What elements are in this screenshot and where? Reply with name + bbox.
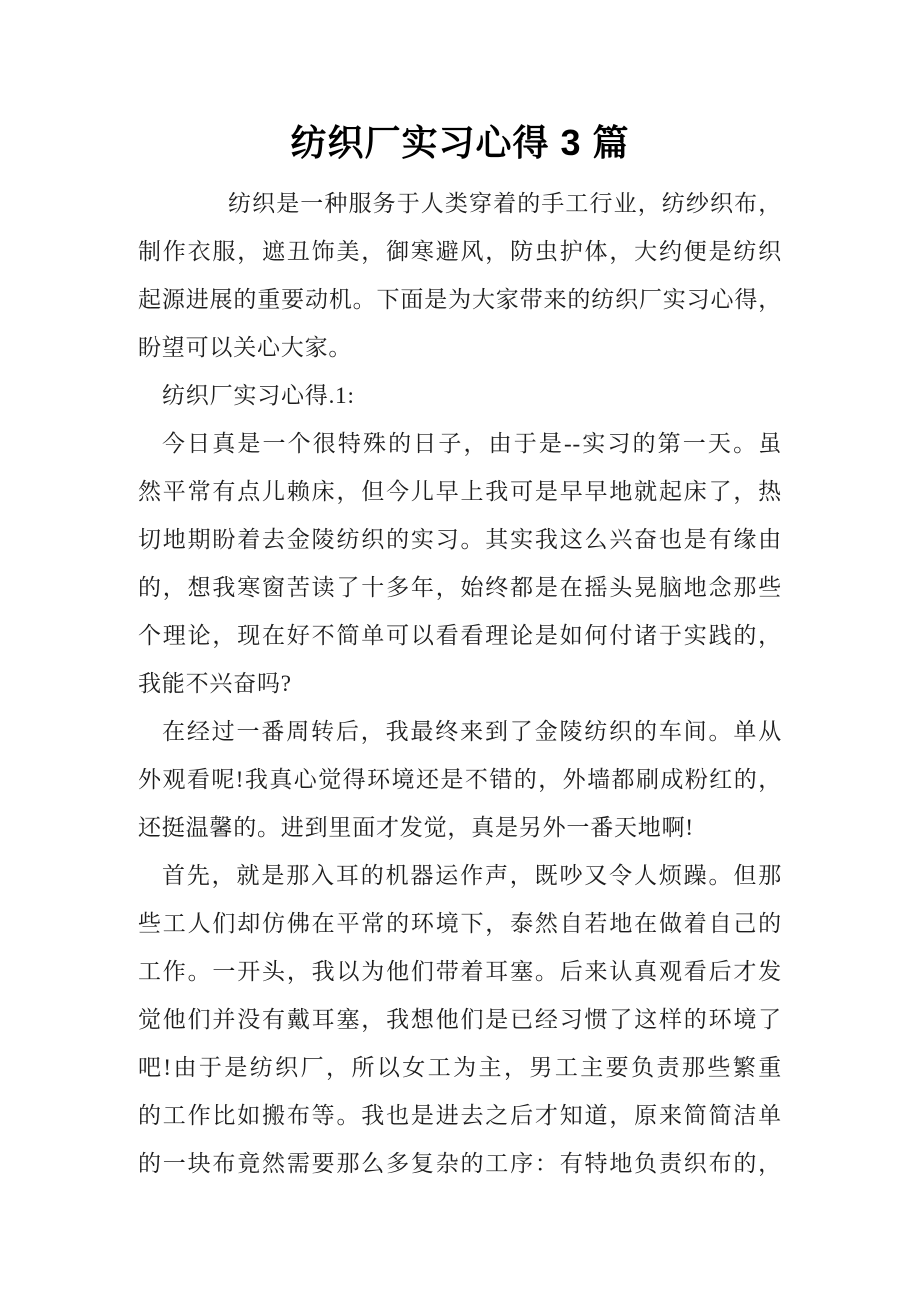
text-line: 个理论，现在好不简单可以看看理论是如何付诸于实践的， <box>138 623 782 648</box>
text-line: 然平常有点儿赖床，但今儿早上我可是早早地就起床了，热 <box>138 479 782 504</box>
text-line: 外观看呢!我真心觉得环境还是不错的，外墙都刷成粉红的， <box>138 767 782 792</box>
document-body <box>138 180 782 1188</box>
text-line: 纺织是一种服务于人类穿着的手工行业，纺纱织布， <box>228 191 782 216</box>
text-line: 在经过一番周转后，我最终来到了金陵纺织的车间。单从 <box>162 719 782 744</box>
text-line: 盼望可以关心大家。 <box>138 335 353 360</box>
section-heading-line: 纺织厂实习心得.1: <box>162 383 355 408</box>
text-line: 起源进展的重要动机。下面是为大家带来的纺织厂实习心得， <box>138 287 782 312</box>
text-line: 我能不兴奋吗? <box>138 671 292 696</box>
text-line: 还挺温馨的。进到里面才发觉，真是另外一番天地啊! <box>138 815 694 840</box>
document-title: 纺织厂实习心得 3 篇 <box>290 122 630 163</box>
text-line: 今日真是一个很特殊的日子，由于是--实习的第一天。虽 <box>162 431 782 456</box>
text-line: 的一块布竟然需要那么多复杂的工序：有特地负责织布的， <box>138 1151 782 1176</box>
text-line: 的工作比如搬布等。我也是进去之后才知道，原来简简洁单 <box>138 1103 782 1128</box>
text-line: 觉他们并没有戴耳塞，我想他们是已经习惯了这样的环境了 <box>138 1007 782 1032</box>
text-line: 制作衣服，遮丑饰美，御寒避风，防虫护体，大约便是纺织 <box>138 239 782 264</box>
text-line: 首先，就是那入耳的机器运作声，既吵又令人烦躁。但那 <box>162 863 782 888</box>
text-line: 些工人们却仿佛在平常的环境下，泰然自若地在做着自己的 <box>138 911 782 936</box>
text-line: 工作。一开头，我以为他们带着耳塞。后来认真观看后才发 <box>138 959 782 984</box>
text-line: 吧!由于是纺织厂，所以女工为主，男工主要负责那些繁重 <box>138 1055 782 1080</box>
text-line: 的，想我寒窗苦读了十多年，始终都是在摇头晃脑地念那些 <box>138 575 782 600</box>
text-line: 切地期盼着去金陵纺织的实习。其实我这么兴奋也是有缘由 <box>138 527 782 552</box>
